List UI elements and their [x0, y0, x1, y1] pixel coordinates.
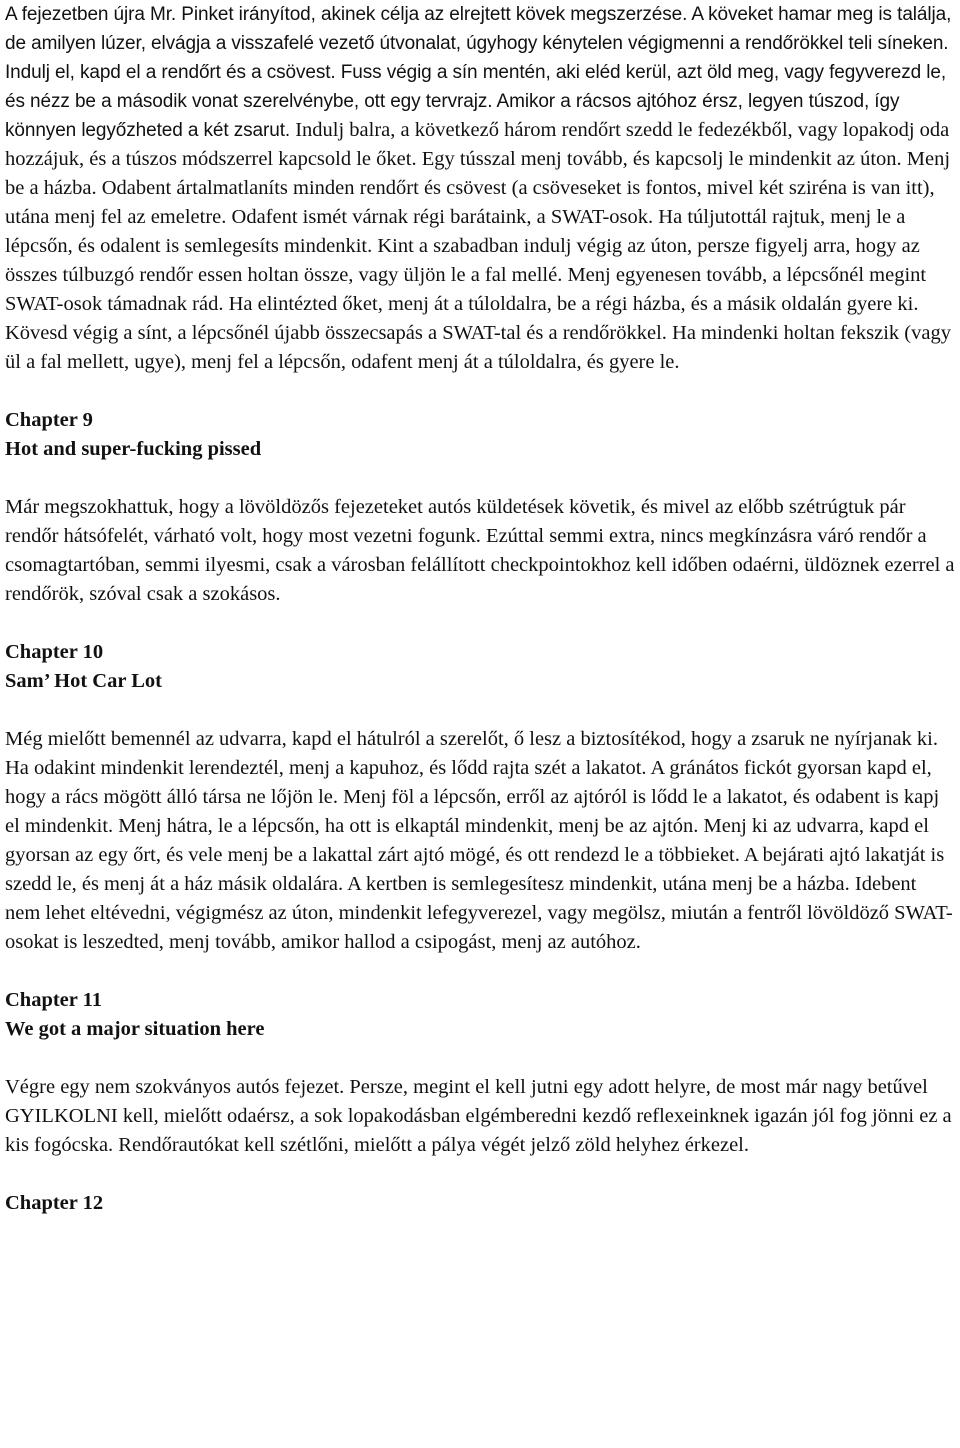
document-page	[5, 0, 955, 1218]
intro-paragraph	[5, 0, 955, 377]
chapter-10-number: Chapter 10	[5, 641, 104, 663]
intro-serif-text: Indulj balra, a következő három rendőrt szedd le fedezékből, vagy lopakodj oda hozzájuk, és a túszos módszerrel kapcsold le őket. Egy tússzal menj tovább, és kapcsolj le mindenkit az úton. Menj be a házba. Odabent ártalmatlaníts minden rendőrt és csövest (a csöveseket is fontos, mivel két sziréna is van itt), utána menj fel az emeletre. Odafent ismét várnak régi barátaink, a SWAT-osok. Ha túljutottál rajtuk, menj le a lépcsőn, és odalent is semlegesíts mindenkit. Kint a szabadban indulj végig az úton, persze figyelj arra, hogy az összes túlbuzgó rendőr essen holtan össze, vagy üljön le a fal mellé. Menj egyenesen tovább, a lépcsőnél megint SWAT-osok támadnak rád. Ha elintézted őket, menj át a túloldalra, be a régi házba, és a másik oldalán gyere ki. Kövesd végig a sínt, a lépcsőnél újabb összecsapás a SWAT-tal és a rendőrökkel. Ha mindenki holtan fekszik (vagy ül a fal mellett, ugye), menj fel a lépcsőn, odafent menj át a túloldalra, és gyere le.	[5, 119, 951, 373]
chapter-10-text: Még mielőtt bemennél az udvarra, kapd el hátulról a szerelőt, ő lesz a biztosítékod, hogy a zsaruk ne nyírjanak ki. Ha odakint mindenkit lerendeztél, menj a kapuhoz, és lődd rajta szét a lakatot. A gránátos fickót gyorsan kapd el, hogy a rács mögött álló társa ne lőjön le. Menj föl a lépcsőn, erről az ajtóról is lődd le a lakatot, és odabent is kapj el mindenkit. Menj hátra, le a lépcsőn, ha ott is elkaptál mindenkit, menj be az ajtón. Menj ki az udvarra, kapd el gyorsan az egy őrt, és vele menj be a lakattal zárt ajtó mögé, és ott rendezd le a többieket. A bejárati ajtó lakatját is szedd le, és menj át a ház másik oldalára. A kertben is semlegesítesz mindenkit, utána menj be a házba. Idebent nem lehet eltévedni, végigmész az úton, mindenkit lefegyverezel, vagy megölsz, miután a fentről lövöldöző SWAT-osokat is leszedted, menj tovább, amikor hallod a csipogást, menj az autóhoz.	[5, 728, 953, 953]
chapter-12-number: Chapter 12	[5, 1192, 104, 1214]
chapter-9-title: Hot and super-fucking pissed	[5, 438, 262, 460]
chapter-9-number: Chapter 9	[5, 409, 93, 431]
chapter-10-title: Sam’ Hot Car Lot	[5, 670, 162, 692]
chapter-11-text: Végre egy nem szokványos autós fejezet. Persze, megint el kell jutni egy adott helyre, de most már nagy betűvel GYILKOLNI kell, mielőtt odaérsz, a sok lopakodásban elgémberedni kezdő reflexeinknek igazán jól fog jönni ez a kis fogócska. Rendőrautókat kell szétlőni, mielőtt a pálya végét jelző zöld helyhez érkezel.	[5, 1076, 952, 1156]
chapter-11-title: We got a major situation here	[5, 1018, 265, 1040]
chapter-11-number: Chapter 11	[5, 989, 103, 1011]
chapter-9-text: Már megszokhattuk, hogy a lövöldözős fejezeteket autós küldetések követik, és mivel az előbb szétrúgtuk pár rendőr hátsófelét, várható volt, hogy most vezetni fogunk. Ezúttal semmi extra, nincs megkínzásra váró rendőr a csomagtartóban, semmi ilyesmi, csak a városban felállított checkpointokhoz kell időben odaérni, üldöznek ezerrel a rendőrök, szóval csak a szokásos.	[5, 496, 955, 605]
intro-sans-text: A fejezetben újra Mr. Pinket irányítod, akinek célja az elrejtett kövek megszerzése. A köveket hamar meg is találja, de amilyen lúzer, elvágja a visszafelé vezető útvonalat, úgyhogy kénytelen végigmenni a rendőrökkel teli síneken. Indulj el, kapd el a rendőrt és a csövest. Fuss végig a sín mentén, aki eléd kerül, azt öld meg, vagy fegyverezd le, és nézz be a második vonat szerelvénybe, ott egy tervrajz. Amikor a rácsos ajtóhoz érsz, legyen túszod, így könnyen legyőzheted a két zsarut.	[5, 4, 952, 141]
